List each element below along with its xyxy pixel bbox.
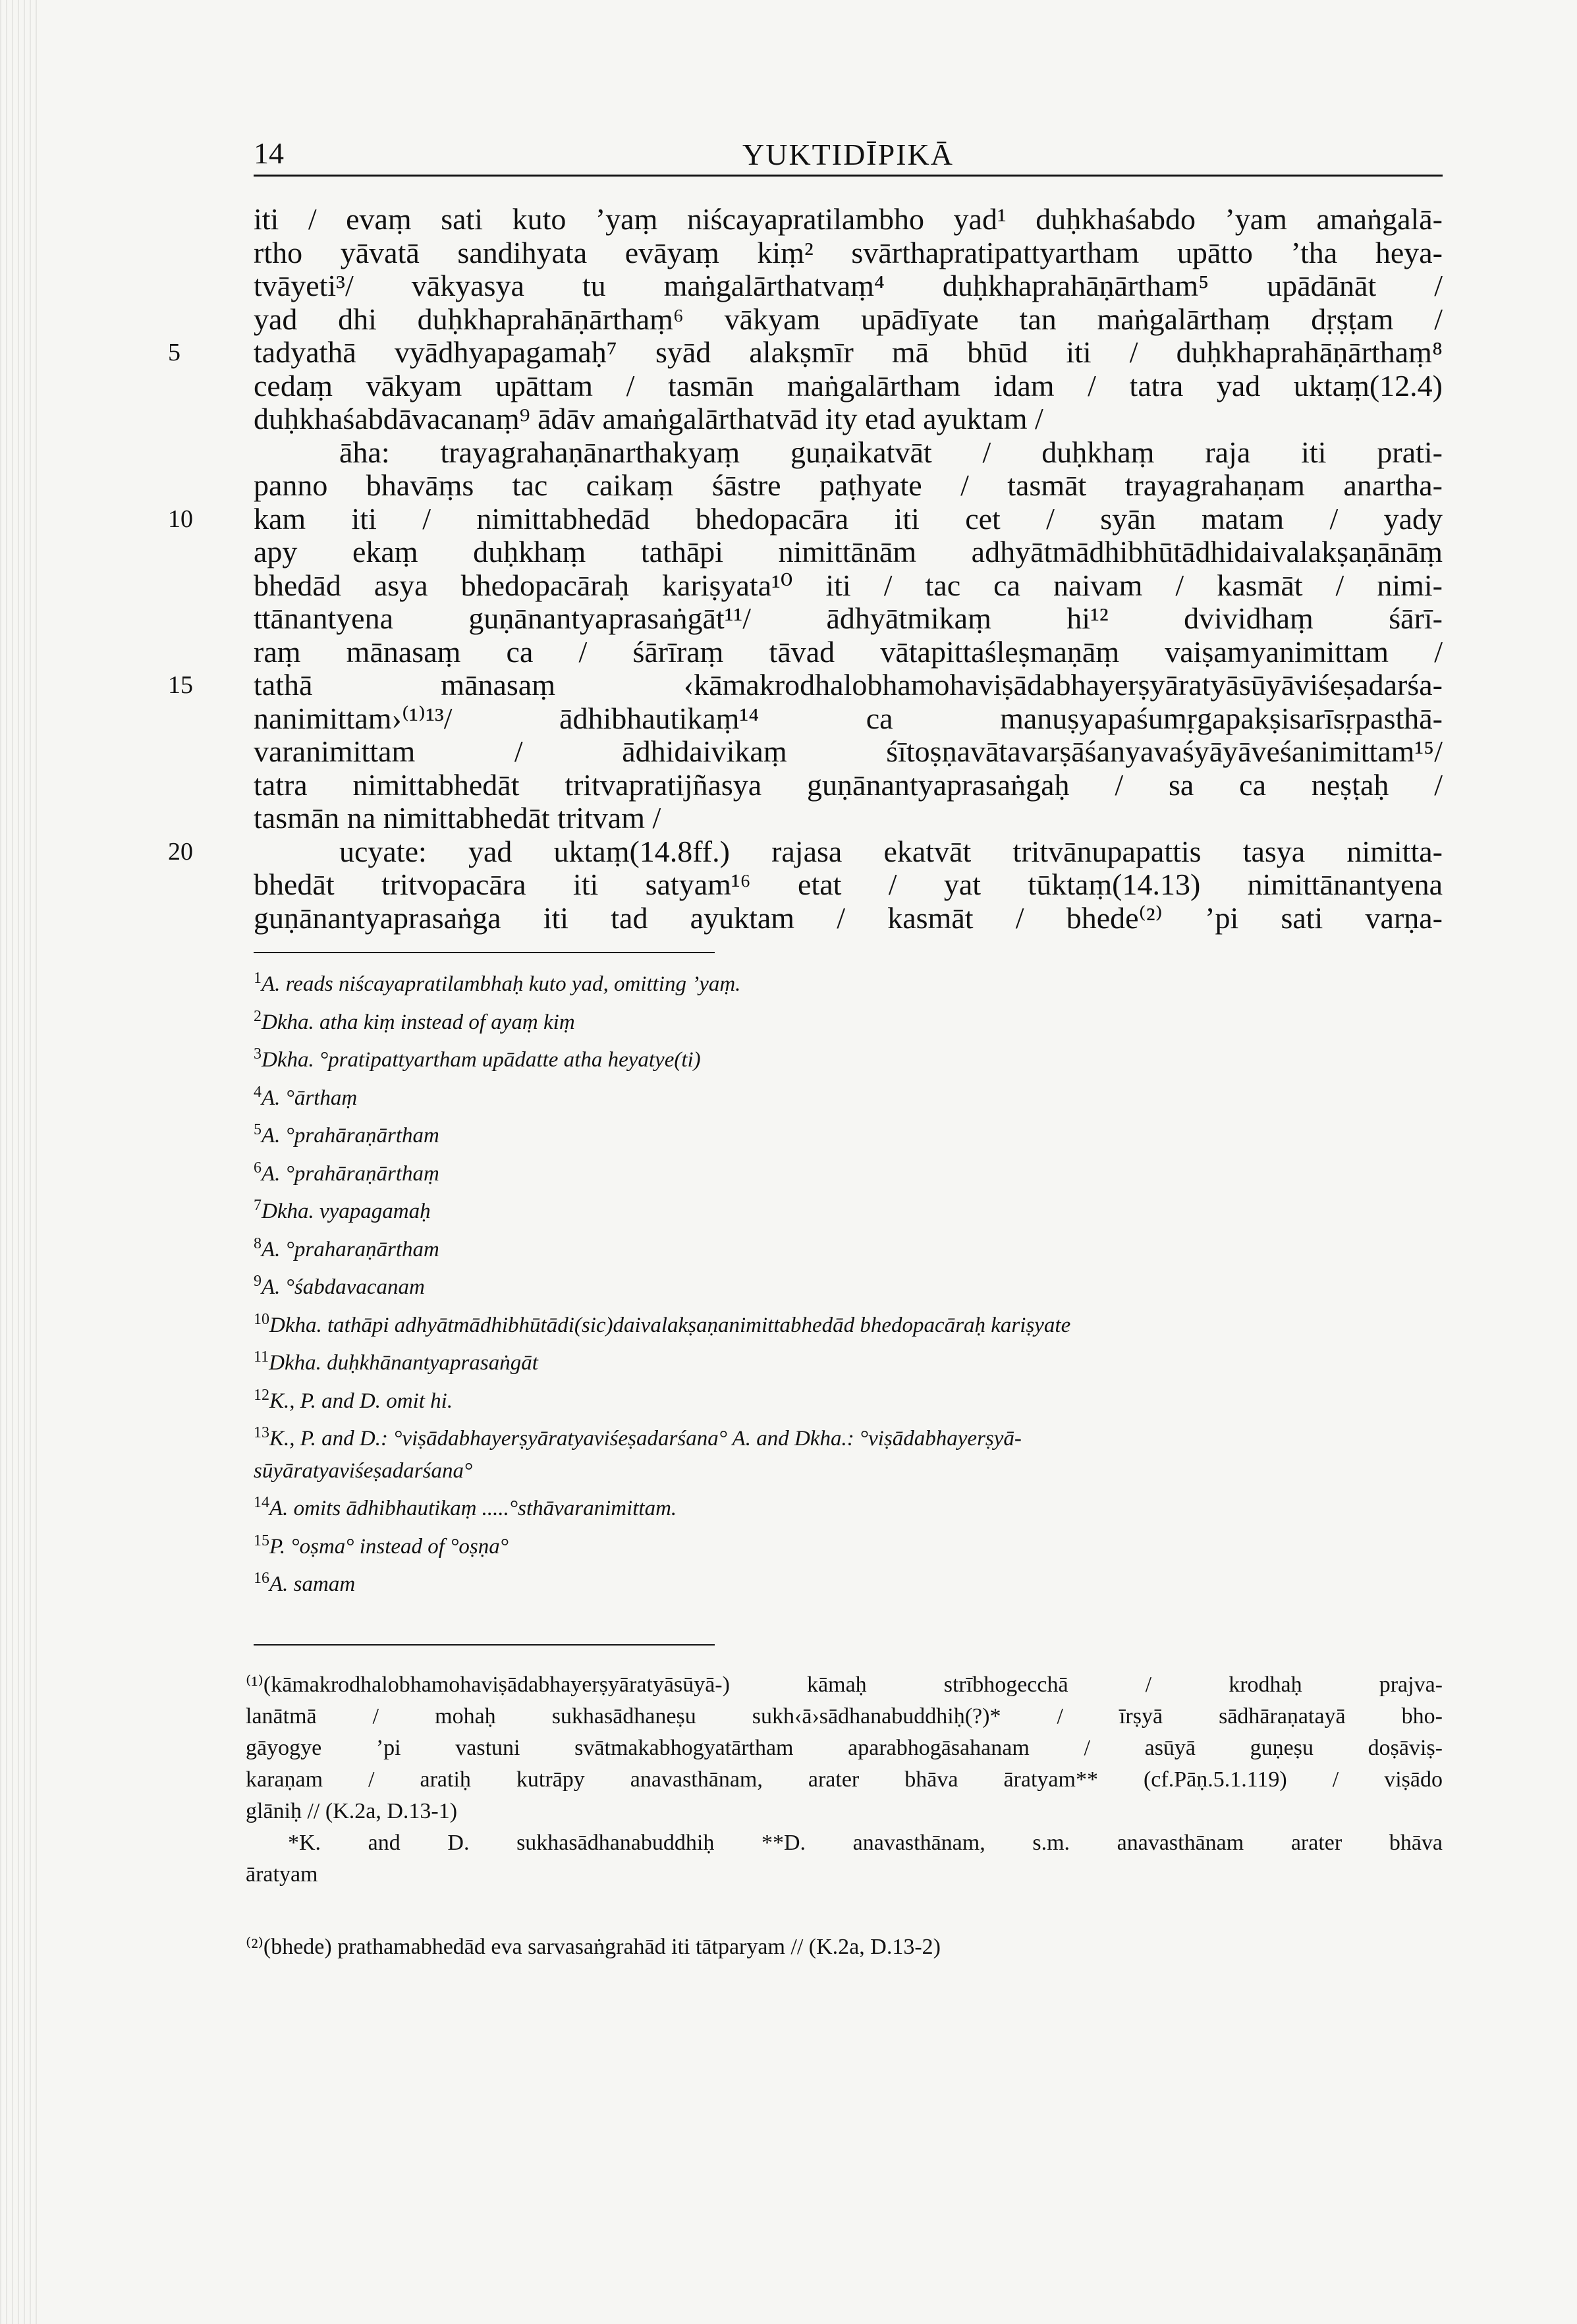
editorial-line: karaṇam / aratiḥ kutrāpy anavasthānam, arater bhāva āratyam** (cf.Pāṇ.5.1.119) / viṣādo [246, 1767, 1443, 1792]
footnote-text: Dkha. duḥkhānantyaprasaṅgāt [269, 1351, 538, 1375]
footnote-text: P. °oṣma° instead of °oṣṇa° [269, 1534, 509, 1559]
footnote-text: sūyāratyaviśeṣadarśana° [254, 1458, 473, 1483]
line-text: bhedād asya bhedopacāraḥ kariṣyata¹⁰ iti / tac ca naivam / kasmāt / nimi- [254, 568, 1443, 602]
line-text: ttānantyena guṇānantyaprasaṅgāt¹¹/ ādhyātmikaṃ hi¹² dvividhaṃ śārī- [254, 601, 1443, 635]
editorial-line: lanātmā / mohaḥ sukhasādhaneṣu sukh‹ā›sādhanabuddhiḥ(?)* / īrṣyā sādhāraṇatayā bho- [246, 1703, 1443, 1729]
footnote-text: Dkha. vyapagamaḥ [262, 1200, 431, 1223]
line-text: cedaṃ vākyam upāttam / tasmān maṅgalārtham idam / tatra yad uktaṃ(12.4) [254, 368, 1443, 402]
text-line [254, 735, 1443, 769]
editorial-line: *K. and D. sukhasādhanabuddhiḥ **D. anavasthānam, s.m. anavasthānam arater bhāva [288, 1830, 1443, 1855]
footnote [254, 1265, 1443, 1304]
footnote [254, 1152, 1443, 1190]
footnote-marker: 16 [254, 1570, 269, 1587]
text-line [254, 602, 1443, 636]
footnote-marker: 3 [254, 1045, 262, 1063]
line-text: tvāyeti³/ vākyasya tu maṅgalārthatvaṃ⁴ duḥkhaprahāṇārtham⁵ upādānāt / [254, 269, 1443, 302]
text-line [254, 868, 1443, 902]
line-text: tadyathā vyādhyapagamaḥ⁷ syād alakṣmīr mā bhūd iti / duḥkhaprahāṇārthaṃ⁸ [254, 335, 1443, 369]
line-text: yad dhi duḥkhaprahāṇārthaṃ⁶ vākyam upādīyate tan maṅgalārthaṃ dṛṣṭam / [254, 302, 1443, 336]
footnote [254, 1038, 1443, 1076]
footnote [254, 1304, 1443, 1342]
text-line [168, 335, 1443, 370]
text-line [254, 370, 1443, 403]
line-text: rtho yāvatā sandihyata evāyaṃ kiṃ² svārthapratipattyartham upātto ’tha heya- [254, 235, 1443, 269]
footnote-text: A. °śabdavacanam [262, 1275, 425, 1299]
main-text [168, 202, 1443, 935]
footnote-text: Dkha. atha kiṃ instead of ayaṃ kiṃ [262, 1010, 575, 1034]
footnote-marker: 10 [254, 1310, 269, 1328]
line-text: guṇānantyaprasaṅga iti tad ayuktam / kasmāt / bhede⁽²⁾ ’pi sati varṇa- [254, 900, 1443, 935]
footnote-marker: 2 [254, 1007, 262, 1025]
footnote-marker: 15 [254, 1532, 269, 1549]
footnote-marker: 11 [254, 1348, 269, 1366]
footnote-text: A. omits ādhibhautikaṃ .....°sthāvaranimittam. [269, 1497, 677, 1520]
footnote-marker: 1 [254, 970, 262, 987]
footnote [254, 1190, 1443, 1228]
editorial-line: ⁽¹⁾(kāmakrodhalobhamohaviṣādabhayerṣyāratyāsūyā-) kāmaḥ strībhogecchā / krodhaḥ prajva- [246, 1672, 1443, 1697]
line-text: kam iti / nimittabhedād bhedopacāra iti cet / syān matam / yady [254, 501, 1443, 536]
line-text: tasmān na nimittabhedāt tritvam / [254, 801, 661, 835]
text-line [254, 469, 1443, 503]
footnote [254, 1417, 1443, 1455]
footnote [254, 1001, 1443, 1039]
line-text: nanimittam›⁽¹⁾¹³/ ādhibhautikaṃ¹⁴ ca manuṣyapaśumṛgapakṣisarīsṛpasthā- [254, 701, 1443, 735]
text-line [254, 636, 1443, 669]
running-header [254, 128, 1443, 177]
footnote-text: K., P. and D.: °viṣādabhayerṣyāratyaviśeṣadarśana° A. and Dkha.: °viṣādabhayerṣyā- [269, 1427, 1022, 1451]
footnote-text: Dkha. tathāpi adhyātmādhibhūtādi(sic)daivalakṣaṇanimittabhedād bhedopacāraḥ kariṣyate [269, 1313, 1071, 1337]
footnote [254, 1455, 1443, 1487]
footnote-text: A. °praharaṇārtham [262, 1237, 439, 1261]
footnote [254, 1076, 1443, 1115]
text-line [168, 834, 1443, 869]
page-number: 14 [254, 136, 284, 170]
line-text: tathā mānasaṃ ‹kāmakrodhalobhamohaviṣādabhayerṣyāratyāsūyāviśeṣadarśa- [254, 668, 1443, 702]
text-line [254, 236, 1443, 270]
text-line [254, 769, 1443, 802]
text-line [254, 303, 1443, 337]
footnote-marker: 4 [254, 1083, 262, 1101]
footnote [254, 1341, 1443, 1379]
editorial-note [246, 1669, 1443, 1891]
footnote-marker: 14 [254, 1494, 269, 1511]
footnote-marker: 6 [254, 1159, 262, 1176]
footnote-marker: 8 [254, 1234, 262, 1252]
scan-edge [0, 0, 40, 2324]
line-number: 10 [168, 505, 193, 533]
line-text: varanimittam / ādhidaivikaṃ śītoṣṇavātavarṣāśanyavaśyāyāveśanimittam¹⁵/ [254, 734, 1443, 768]
editorial-note [246, 1931, 1443, 1963]
text-line [254, 536, 1443, 569]
footnote [254, 1379, 1443, 1418]
line-text: iti / evaṃ sati kuto ’yaṃ niścayapratilambho yad¹ duḥkhaśabdo ’yam amaṅgalā- [254, 202, 1443, 236]
line-text: tatra nimittabhedāt tritvapratijñasya guṇānantyaprasaṅgaḥ / sa ca neṣṭaḥ / [254, 767, 1443, 802]
line-text: apy ekaṃ duḥkhaṃ tathāpi nimittānām adhyātmādhibhūtādhidaivalakṣaṇānāṃ [254, 535, 1443, 568]
footnote-text: A. samam [269, 1572, 356, 1596]
footnote-marker: 7 [254, 1197, 262, 1214]
editorial-divider [254, 1644, 715, 1646]
footnote-marker: 12 [254, 1386, 269, 1404]
footnote-text: A. °prahāraṇārtham [262, 1124, 439, 1148]
footnote [254, 1487, 1443, 1525]
footnote-text: K., P. and D. omit hi. [269, 1389, 453, 1413]
footnote-text: A. °prahāraṇārthaṃ [262, 1161, 439, 1186]
footnote-marker: 9 [254, 1273, 262, 1290]
editorial-line: āratyam [246, 1862, 318, 1887]
line-text: bhedāt tritvopacāra iti satyam¹⁶ etat / yat tūktaṃ(14.13) nimittānantyena [254, 868, 1443, 901]
text-line [254, 402, 1443, 436]
editorial-notes [246, 1669, 1443, 1963]
text-line [254, 902, 1443, 935]
text-line [254, 203, 1443, 236]
line-text: āha: trayagrahaṇānarthakyaṃ guṇaikatvāt / duḥkhaṃ raja iti prati- [339, 435, 1443, 469]
line-text: raṃ mānasaṃ ca / śārīraṃ tāvad vātapittaśleṣmaṇāṃ vaiṣamyanimittam / [254, 634, 1443, 669]
text-line [168, 501, 1443, 536]
footnotes [254, 962, 1443, 1601]
line-number: 5 [168, 339, 180, 366]
text-line [254, 702, 1443, 736]
footnote [254, 1228, 1443, 1266]
footnote [254, 1563, 1443, 1601]
footnote [254, 962, 1443, 1001]
page [168, 128, 1443, 1963]
text-line [254, 269, 1443, 303]
note-spacer [246, 1891, 1443, 1931]
line-number: 15 [168, 671, 193, 699]
running-title: YUKTIDĪPIKĀ [742, 138, 954, 171]
footnote-text: Dkha. °pratipattyartham upādatte atha heyatye(ti) [262, 1048, 701, 1072]
footnote-text: A. °ārthaṃ [262, 1086, 358, 1110]
editorial-line: ⁽²⁾(bhede) prathamabhedād eva sarvasaṅgrahād iti tātparyam // (K.2a, D.13-2) [246, 1934, 941, 1959]
footnote-marker: 5 [254, 1121, 262, 1138]
text-line [254, 802, 1443, 835]
text-line [168, 668, 1443, 702]
footnote [254, 1525, 1443, 1563]
line-text: ucyate: yad uktaṃ(14.8ff.) rajasa ekatvāt tritvānupapattis tasya nimitta- [339, 834, 1443, 868]
footnote-divider [254, 952, 715, 953]
line-number: 20 [168, 837, 193, 866]
footnote [254, 1114, 1443, 1152]
footnote-marker: 13 [254, 1424, 269, 1441]
text-line [254, 569, 1443, 603]
footnote-text: A. reads niścayapratilambhaḥ kuto yad, omitting ’yaṃ. [262, 972, 741, 996]
editorial-line: gāyogye ’pi vastuni svātmakabhogyatārtham aparabhogāsahanam / asūyā guṇeṣu doṣāviṣ- [246, 1735, 1443, 1760]
line-text: duḥkhaśabdāvacanaṃ⁹ ādāv amaṅgalārthatvād ity etad ayuktam / [254, 402, 1043, 435]
line-text: panno bhavāṃs tac caikaṃ śāstre paṭhyate / tasmāt trayagrahaṇam anartha- [254, 468, 1443, 502]
editorial-line: glāniḥ // (K.2a, D.13-1) [246, 1798, 458, 1823]
text-line [254, 436, 1443, 470]
